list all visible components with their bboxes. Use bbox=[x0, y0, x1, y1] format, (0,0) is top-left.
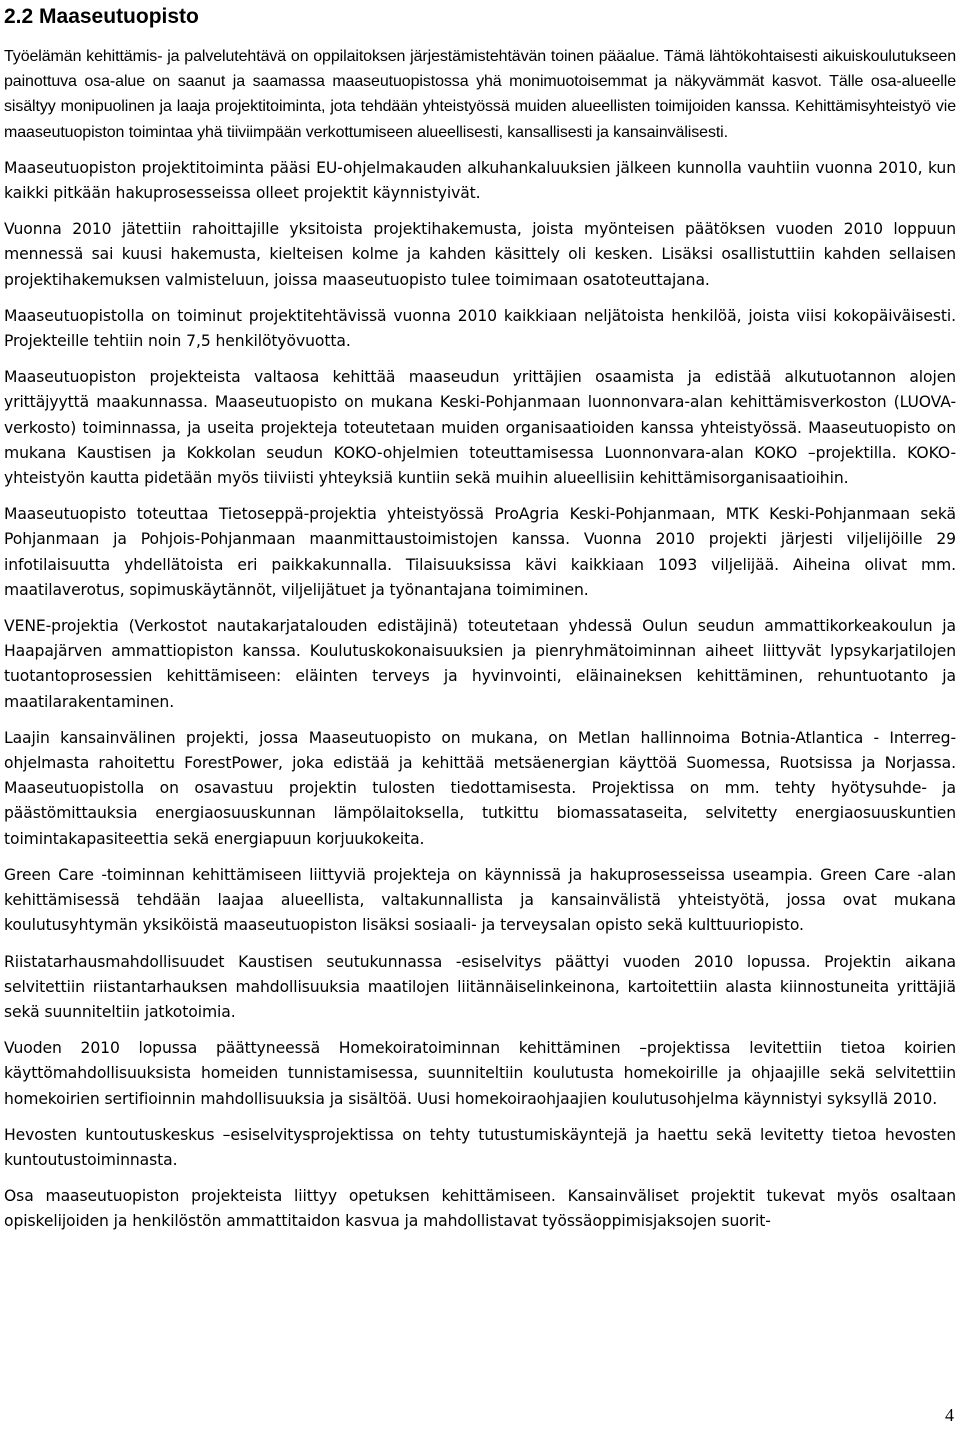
paragraph-project-start: Maaseutuopiston projektitoiminta pääsi EU-ohjelmakauden alkuhankaluuksien jälkeen kunnolla vauhtiin vuonna 2010, kun kaikki pitkään hakuprosesseissa olleet projektit käynnistyivät. bbox=[4, 158, 956, 203]
paragraph-tietoseppa: Maaseutuopisto toteuttaa Tietoseppä-projektia yhteistyössä ProAgria Keski-Pohjanmaan, MTK Keski-Pohjanmaan sekä Pohjanmaan ja Pohjois-Pohjanmaan maanmittaustoimistojen kanssa. Vuonna 2010 projekti järjesti viljelijöille 29 infotilaisuutta yhdellätoista eri paikkakunnalla. Tilaisuuksissa kävi kaikkiaan 1093 viljelijää. Aiheina olivat mm. maatilaverotus, sopimuskäytännöt, viljelijätuet ja työnantajana toimiminen. bbox=[4, 505, 956, 599]
paragraph-riistatarhaus: Riistatarhausmahdollisuudet Kaustisen seutukunnassa -esiselvitys päättyi vuoden 2010 lopussa. Projektin aikana selvitettiin riistantarhauksen mahdollisuuksia maatilojen liitännäiselinkeinona, kartoitettiin alasta kiinnostuneita yrittäjiä sekä suunniteltiin jatkotoimia. bbox=[4, 952, 956, 1021]
paragraph-intro: Työelämän kehittämis- ja palvelutehtävä on oppilaitoksen järjestämistehtävän toinen pääalue. Tämä lähtökohtaisesti aikuiskoulutukseen painottuva osa-alue on saanut ja saamassa maaseutuopistossa yhä monimuotoisemmat ja näkyvämmät kasvot. Tälle osa-alueelle sisältyy monipuolinen ja laaja projektitoiminta, jota tehdään yhteistyössä muiden alueellisten toimijoiden kanssa. Kehittämisyhteistyö vie maaseutuopiston toimintaa yhä tiiviimpään verkottumiseen alueellisesti, kansallisesti ja kansainvälisesti. bbox=[4, 48, 956, 141]
paragraph-staff: Maaseutuopistolla on toiminut projektitehtävissä vuonna 2010 kaikkiaan neljätoista henkilöä, joista viisi kokopäiväisesti. Projekteille tehtiin noin 7,5 henkilötyövuotta. bbox=[4, 306, 956, 351]
paragraph-green-care: Green Care -toiminnan kehittämiseen liittyviä projekteja on käynnissä ja hakuprosesseissa useampia. Green Care -alan kehittämisessä tehdään laajaa alueellista, valtakunnallista ja kansainvälistä yhteistyötä, jossa ovat mukana koulutusyhtymän yksiköistä maaseutuopiston lisäksi sosiaali- ja terveysalan opisto sekä kulttuuriopisto. bbox=[4, 865, 956, 935]
page-number: 4 bbox=[945, 1405, 954, 1425]
paragraph-vene: VENE-projektia (Verkostot nautakarjatalouden edistäjinä) toteutetaan yhdessä Oulun seudun ammattikorkeakoulun ja Haapajärven ammattiopiston kanssa. Koulutuskokonaisuuksien ja pienryhmätoiminnan aiheet liittyvät lypsykarjatilojen tuotantoprosessien kehittämiseen: eläinten terveys ja hyvinvointi, eläinaineksen kehittäminen, rehuntuotanto ja maatilarakentaminen. bbox=[4, 617, 956, 711]
section-heading: 2.2 Maaseutuopisto bbox=[4, 5, 199, 28]
paragraph-hevoset: Hevosten kuntoutuskeskus –esiselvitysprojektissa on tehty tutustumiskäyntejä ja haettu sekä levitetty tietoa hevosten kuntoutustoiminnasta. bbox=[4, 1125, 956, 1169]
paragraph-regional-networks: Maaseutuopiston projekteista valtaosa kehittää maaseudun yrittäjien osaamista ja edistää alkutuotannon alojen yrittäjyyttä maakunnassa. Maaseutuopisto on mukana Keski-Pohjanmaan luonnonvara-alan kehittämisverkoston (LUOVA-verkosto) toiminnassa, ja useita projekteja toteutetaan muiden organisaatioiden kanssa yhteistyössä. Maaseutuopisto on mukana Kaustisen ja Kokkolan seudun KOKO-ohjelmien toteuttamisessa Luonnonvara-alan KOKO –projektilla. KOKO-yhteistyön kautta pidetään myös tiiviisti yhteyksiä kuntiin sekä muihin alueellisiin kehittämisorganisaatioihin. bbox=[4, 368, 956, 488]
paragraph-opetus: Osa maaseutuopiston projekteista liittyy opetuksen kehittämiseen. Kansainväliset projektit tukevat myös osaltaan opiskelijoiden ja henkilöstön ammattitaidon kasvua ja mahdollistavat työssäoppimisjaksojen suorit- bbox=[4, 1187, 956, 1231]
paragraph-forestpower: Laajin kansainvälinen projekti, jossa Maaseutuopisto on mukana, on Metlan hallinnoima Botnia-Atlantica - Interreg-ohjelmasta rahoitettu ForestPower, joka edistää ja kehittää metsäenergian käyttöä Suomessa, Ruotsissa ja Norjassa. Maaseutuopistolla on osavastuu projektin tulosten tiedottamisesta. Projektissa on mm. tehty hyötysuhde- ja päästömittauksia energiaosuuskunnan lämpölaitoksella, tutkittu biomassataseita, selvitetty energiaosuuskuntien toimintakapasiteettia sekä energiapuun korjuukokeita. bbox=[4, 728, 956, 848]
document-page bbox=[4, 0, 956, 1246]
paragraph-homekoira: Vuoden 2010 lopussa päättyneessä Homekoiratoiminnan kehittäminen –projektissa levitettiin tietoa koirien käyttömahdollisuuksista homeiden tunnistamisessa, suunniteltiin koulutusta homekoirille ja ohjaajille sekä selvitettiin homekoirien sertifioinnin mahdollisuuksia ja sisältöä. Uusi homekoiraohjaajien koulutusohjelma käynnistyi syksyllä 2010. bbox=[4, 1039, 956, 1108]
paragraph-applications: Vuonna 2010 jätettiin rahoittajille yksitoista projektihakemusta, joista myönteisen päätöksen vuoden 2010 loppuun mennessä sai kuusi hakemusta, kielteisen kolme ja kahden käsittely oli kesken. Lisäksi osallistuttiin kahden sellaisen projektihakemuksen valmisteluun, joissa maaseutuopisto tulee toimimaan osatoteuttajana. bbox=[4, 220, 956, 289]
